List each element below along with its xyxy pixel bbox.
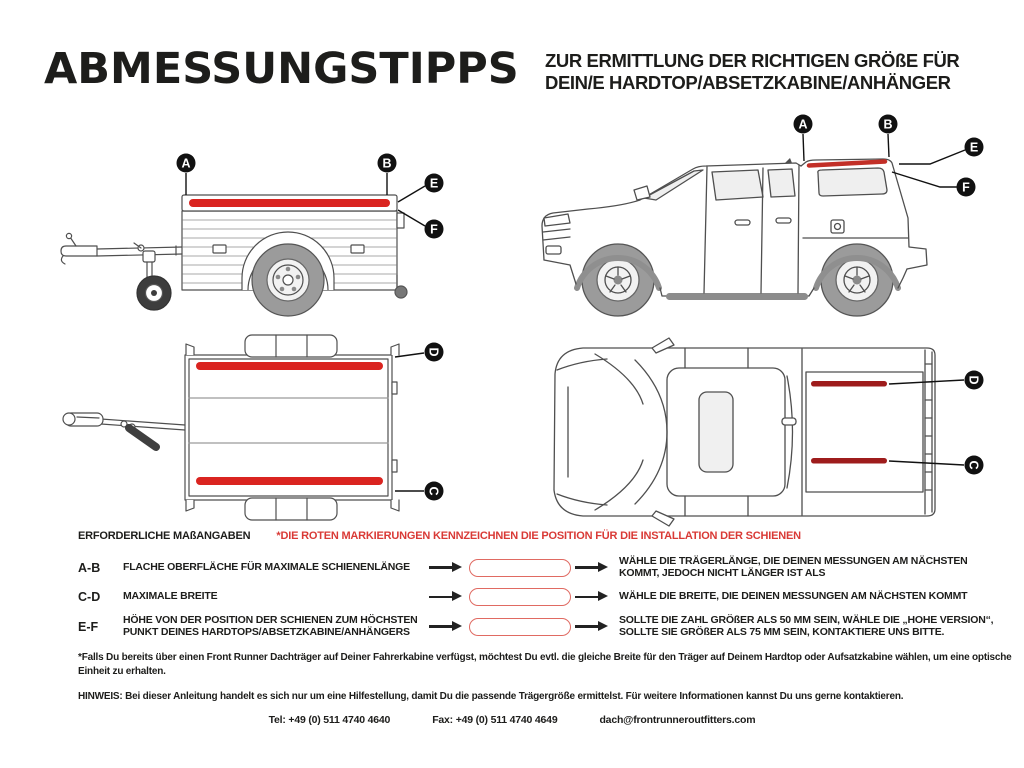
measurement-label-cd: C-D: [78, 590, 101, 604]
rail-position-stripe: [189, 199, 390, 207]
arrow-right-icon: [575, 625, 599, 628]
trailer-side-line-art: [61, 195, 407, 316]
measurements-header: [78, 530, 801, 542]
phone-number: Tel: +49 (0) 511 4740 4640: [268, 714, 391, 726]
marker-f-label: F: [430, 222, 438, 237]
measurement-value-field-cd[interactable]: [469, 588, 571, 606]
measurement-value-field-ab[interactable]: [469, 559, 571, 577]
measurement-value-field-ef[interactable]: [469, 618, 571, 636]
measurement-label-ab: A-B: [78, 560, 101, 575]
truck-side-line-art: [542, 158, 927, 316]
hint-note: HINWEIS: Bei dieser Anleitung handelt es sich nur um eine Hilfestellung, damit Du die passende Trägergröße ermittelst. Für weitere Informationen kannst Du uns gerne kontaktieren.: [78, 691, 904, 702]
marker-c-label: C: [426, 486, 441, 496]
marker-b-label: B: [883, 117, 893, 132]
marker-e-label: E: [969, 140, 979, 155]
email-address: dach@frontrunneroutfitters.com: [599, 714, 756, 726]
width-position-stripe-top: [196, 362, 383, 370]
marker-a-label: A: [181, 156, 191, 171]
measurement-instruction-ab: WÄHLE DIE TRÄGERLÄNGE, DIE DEINEN MESSUNGEN AM NÄCHSTEN KOMMT, JEDOCH NICHT LÄNGER IST ALS: [619, 555, 968, 579]
arrow-right-icon: [429, 625, 453, 628]
measurement-row-ab: [78, 556, 1014, 579]
subtitle-line-2: DEIN/E HARDTOP/ABSETZKABINE/ANHÄNGER: [545, 71, 951, 93]
truck-side-view-diagram: [530, 108, 1000, 323]
marker-a-label: A: [798, 117, 808, 132]
measurement-rows: [78, 556, 1014, 647]
bed-position-stripe-top: [811, 381, 887, 387]
page-title: ABMESSUNGSTIPPS: [44, 44, 519, 94]
arrow-right-icon: [575, 566, 599, 569]
marker-b-label: B: [382, 156, 392, 171]
marker-d-label: D: [426, 347, 441, 357]
marker-d-label: D: [966, 375, 981, 385]
measurement-instruction-cd: WÄHLE DIE BREITE, DIE DEINEN MESSUNGEN AM NÄCHSTEN KOMMT: [619, 590, 968, 603]
marker-e-label: E: [429, 176, 439, 191]
arrow-right-icon: [429, 596, 453, 599]
measurements-heading: ERFORDERLICHE MAßANGABEN: [78, 530, 251, 542]
marker-f-label: F: [962, 180, 970, 195]
fax-number: Fax: +49 (0) 511 4740 4649: [432, 714, 558, 726]
measurement-row-ef: [78, 615, 1014, 638]
trailer-top-callout-lines: [395, 353, 424, 491]
red-markings-note: *DIE ROTEN MARKIERUNGEN KENNZEICHNEN DIE POSITION FÜR DIE INSTALLATION DER SCHIENEN: [276, 530, 801, 542]
arrow-right-icon: [429, 566, 453, 569]
bed-position-stripe-bottom: [811, 458, 887, 464]
width-position-stripe-bottom: [196, 477, 383, 485]
measurement-label-ef: E-F: [78, 619, 99, 634]
truck-top-markers: [965, 371, 984, 475]
measurement-description-ab: FLACHE OBERFLÄCHE FÜR MAXIMALE SCHIENENLÄNGE: [123, 560, 410, 573]
page-subtitle: [545, 50, 959, 93]
measurement-row-cd: [78, 588, 1014, 606]
arrow-right-icon: [575, 596, 599, 599]
truck-top-view-diagram: [535, 332, 1000, 532]
trailer-top-view-diagram: [55, 330, 465, 525]
truck-top-line-art: [554, 338, 935, 526]
trailer-side-view-diagram: [55, 125, 465, 320]
trailer-top-markers: [425, 343, 444, 501]
measurement-instruction-ef: SOLLTE DIE ZAHL GRÖßER ALS 50 MM SEIN, WÄHLE DIE „HOHE VERSION“, SOLLTE SIE GRÖßER ALS 75 MM SEIN, KONTAKTIERE UNS BITTE.: [619, 614, 994, 638]
marker-c-label: C: [966, 460, 981, 470]
canopy-position-stripe: [809, 162, 885, 166]
subtitle-line-1: ZUR ERMITTLUNG DER RICHTIGEN GRÖßE FÜR: [545, 50, 960, 71]
footnote: *Falls Du bereits über einen Front Runner Dachträger auf Deiner Fahrerkabine verfügst, möchtest Du evtl. die gleiche Breite für den Träger auf Deinem Hardtop oder Aufsatzkabine wählen, um eine optische Einheit zu erhalten.: [78, 652, 1012, 677]
contact-footer: [0, 714, 1024, 726]
measurement-description-ef: HÖHE VON DER POSITION DER SCHIENEN ZUM HÖCHSTEN PUNKT DEINES HARDTOPS/ABSETZKABINE/ANHÄNGERS: [123, 614, 418, 638]
measurement-description-cd: MAXIMALE BREITE: [123, 590, 218, 603]
